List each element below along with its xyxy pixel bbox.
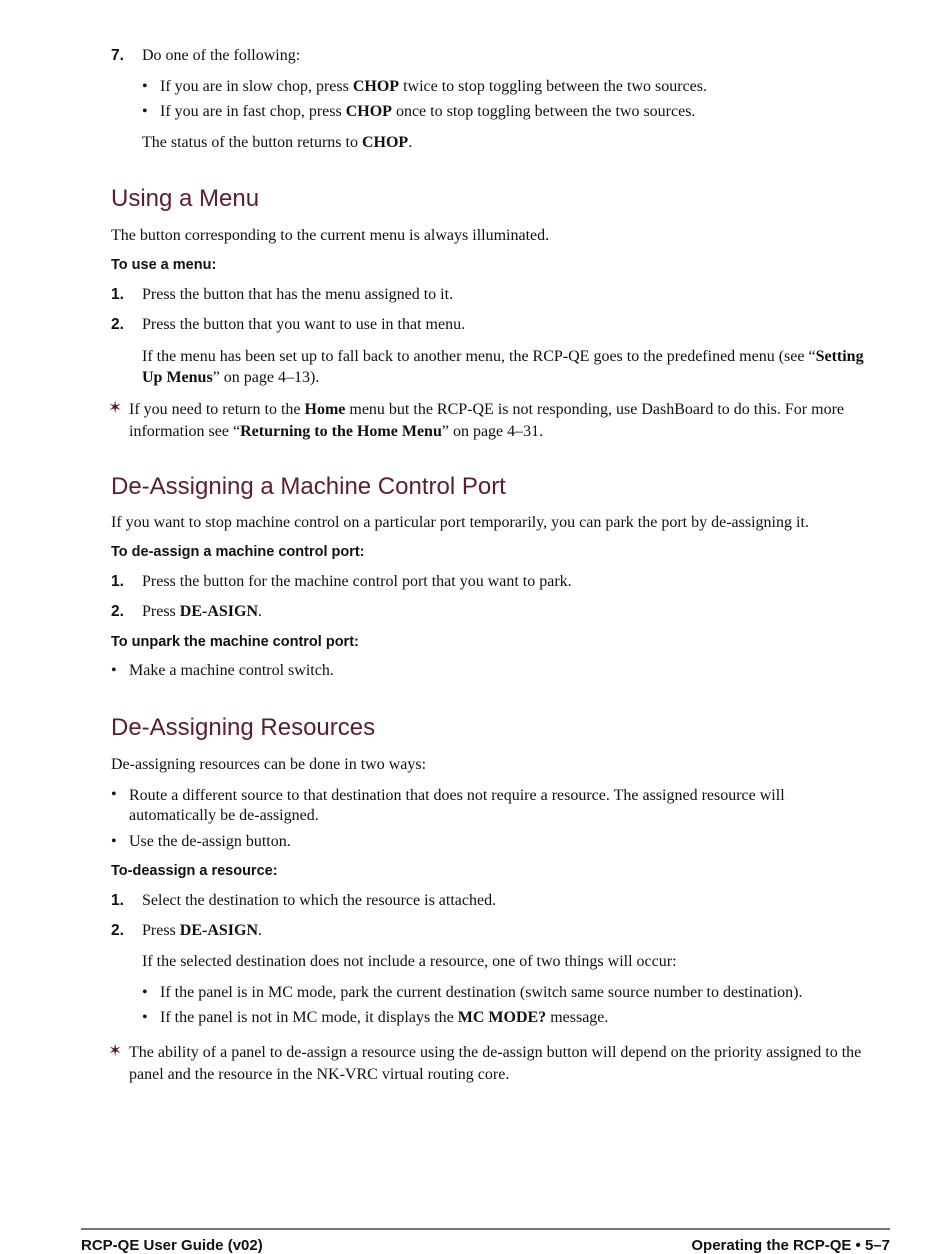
step-text: Do one of the following:	[142, 47, 301, 64]
procedure-title: To de-assign a machine control port:	[111, 544, 365, 560]
list-item: If you are in fast chop, press CHOP once to stop toggling between the two sources.	[160, 103, 696, 120]
step-text: Press DE-ASIGN.	[142, 922, 263, 939]
bullet: •	[142, 103, 148, 120]
section-heading: De-Assigning Resources	[111, 714, 376, 741]
step-number: 1.	[111, 573, 124, 590]
paragraph: If the menu has been set up to fall back to another menu, the RCP-QE goes to the predefined menu (see “Setting Up Menus” on page 4–13).	[142, 348, 864, 386]
paragraph: If you want to stop machine control on a particular port temporarily, you can park the port by de-assigning it.	[111, 514, 809, 531]
list-item: Use the de-assign button.	[129, 833, 291, 850]
section-heading: De-Assigning a Machine Control Port	[111, 473, 506, 500]
step-text: Press the button for the machine control port that you want to park.	[142, 573, 572, 590]
footer-left: RCP-QE User Guide (v02)	[81, 1237, 263, 1254]
note-star-icon: ✶	[108, 1041, 123, 1060]
paragraph: The button corresponding to the current menu is always illuminated.	[111, 227, 550, 244]
procedure-title: To use a menu:	[111, 257, 217, 273]
step-text: Press DE-ASIGN.	[142, 603, 263, 620]
step-number: 7.	[111, 47, 124, 64]
step-number: 2.	[111, 316, 124, 333]
bullet: •	[111, 662, 117, 679]
footer-rule	[81, 1228, 890, 1230]
step-number: 1.	[111, 286, 124, 303]
list-item: If you are in slow chop, press CHOP twice to stop toggling between the two sources.	[160, 78, 707, 95]
step-text: Press the button that has the menu assigned to it.	[142, 286, 454, 303]
list-item: If the panel is not in MC mode, it displays the MC MODE? message.	[160, 1009, 609, 1026]
paragraph: De-assigning resources can be done in two ways:	[111, 756, 427, 773]
step-number: 1.	[111, 892, 124, 909]
procedure-title: To-deassign a resource:	[111, 863, 278, 879]
step-text: Press the button that you want to use in that menu.	[142, 316, 466, 333]
bullet: •	[111, 786, 117, 803]
bullet: •	[142, 78, 148, 95]
bullet: •	[111, 833, 117, 850]
status-text: The status of the button returns to CHOP.	[142, 134, 413, 151]
step-number: 2.	[111, 922, 124, 939]
list-item: Route a different source to that destination that does not require a resource. The assigned resource will automatically be de-assigned.	[129, 787, 785, 824]
list-item: Make a machine control switch.	[129, 662, 334, 679]
note-text: The ability of a panel to de-assign a resource using the de-assign button will depend on the priority assigned to the panel and the resource in the NK-VRC virtual routing core.	[129, 1044, 862, 1083]
note-text: If you need to return to the Home menu but the RCP-QE is not responding, use DashBoard to do this. For more information see “Returning to the Home Menu” on page 4–31.	[129, 401, 845, 440]
bullet: •	[142, 1009, 148, 1026]
list-item: If the panel is in MC mode, park the current destination (switch same source number to destination).	[160, 984, 803, 1001]
paragraph: If the selected destination does not include a resource, one of two things will occur:	[142, 953, 677, 970]
procedure-title: To unpark the machine control port:	[111, 634, 359, 650]
bullet: •	[142, 984, 148, 1001]
step-number: 2.	[111, 603, 124, 620]
section-heading: Using a Menu	[111, 185, 260, 212]
footer-right: Operating the RCP-QE • 5–7	[691, 1237, 890, 1254]
note-star-icon: ✶	[108, 398, 123, 417]
step-text: Select the destination to which the resource is attached.	[142, 892, 497, 909]
